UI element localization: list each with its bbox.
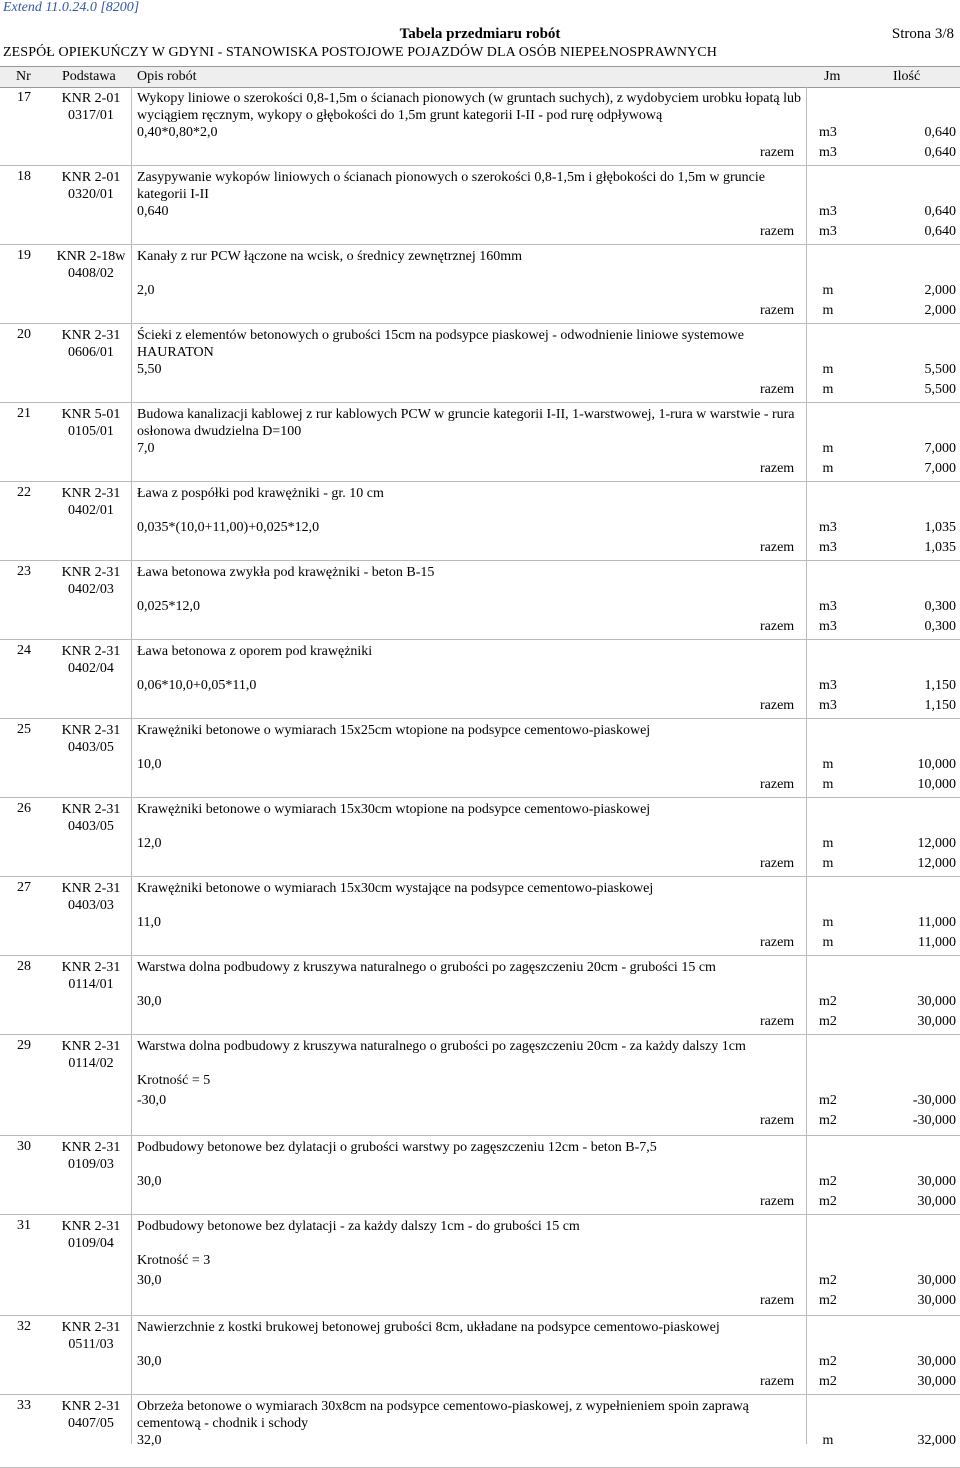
- item-calculation: 0,06*10,0+0,05*11,0: [137, 678, 257, 693]
- subtotal-label: razem: [760, 540, 795, 555]
- item-quantity: 30,000: [917, 994, 956, 1009]
- item-code-position: 0402/03: [68, 582, 114, 597]
- item-description: Nawierzchnie z kostki brukowej betonowej grubości 8cm, układane na podsypce cementowo-piaskowej: [137, 1320, 720, 1335]
- item-code-catalog: KNR 2-31: [61, 723, 121, 738]
- item-unit: m3: [819, 678, 837, 693]
- item-description: Zasypywanie wykopów liniowych o ścianach pionowych o szerokości 0,8-1,5m i głębokości do 1,5m w gruncie kategorii I-II: [137, 170, 765, 202]
- item-number: 30: [17, 1139, 31, 1154]
- item-description: Ława betonowa zwykła pod krawężniki - beton B-15: [137, 565, 435, 580]
- table-row: [0, 166, 960, 245]
- project-subtitle: ZESPÓŁ OPIEKUŃCZY W GDYNI - STANOWISKA POSTOJOWE POJAZDÓW DLA OSÓB NIEPEŁNOSPRAWNYCH: [3, 45, 717, 60]
- table-row: [0, 482, 960, 561]
- item-description: Podbudowy betonowe bez dylatacji - za każdy dalszy 1cm - do grubości 15 cm: [137, 1219, 580, 1234]
- item-code-catalog: KNR 2-31: [61, 1320, 121, 1335]
- item-description: Ława z pospółki pod krawężniki - gr. 10 cm: [137, 486, 384, 501]
- subtotal-quantity: 0,640: [924, 145, 956, 160]
- item-code: [56, 959, 126, 993]
- item-code-position: 0105/01: [68, 424, 114, 439]
- subtotal-unit: m: [822, 303, 834, 318]
- subtotal-quantity: 1,150: [924, 698, 956, 713]
- subtotal-quantity: 10,000: [917, 777, 956, 792]
- item-description: Podbudowy betonowe bez dylatacji o grubości warstwy po zagęszczeniu 12cm - beton B-7,5: [137, 1140, 657, 1155]
- subtotal-unit: m2: [819, 1374, 837, 1389]
- item-description: Krawężniki betonowe o wymiarach 15x25cm wtopione na podsypce cementowo-piaskowej: [137, 723, 651, 738]
- item-code: [56, 564, 126, 598]
- item-code-position: 0317/01: [68, 108, 114, 123]
- item-unit: m3: [819, 125, 837, 140]
- subtotal-quantity: 12,000: [917, 856, 956, 871]
- subtotal-label: razem: [760, 619, 795, 634]
- item-calculation: 0,035*(10,0+11,00)+0,025*12,0: [137, 520, 320, 535]
- table-row: [0, 719, 960, 798]
- item-calculation: 7,0: [137, 441, 155, 456]
- table-row: [0, 403, 960, 482]
- item-unit: m2: [819, 1093, 837, 1108]
- subtotal-unit: m2: [819, 1194, 837, 1209]
- item-unit: m: [822, 836, 834, 851]
- table-row: [0, 640, 960, 719]
- subtotal-quantity: 5,500: [924, 382, 956, 397]
- item-code-catalog: KNR 2-31: [61, 328, 121, 343]
- column-header-jm: Jm: [824, 69, 841, 84]
- item-description: Krawężniki betonowe o wymiarach 15x30cm wtopione na podsypce cementowo-piaskowej: [137, 802, 651, 817]
- subtotal-label: razem: [760, 856, 795, 871]
- item-description: Budowa kanalizacji kablowej z rur kablowych PCW w gruncie kategorii I-II, 1-warstwowej, 1-rura w warstwie - rura osłonowa dwudzielna D=100: [137, 407, 795, 439]
- subtotal-quantity: 2,000: [924, 303, 956, 318]
- item-code-catalog: KNR 2-31: [61, 1140, 121, 1155]
- subtotal-label: razem: [760, 224, 795, 239]
- item-code-position: 0402/01: [68, 503, 114, 518]
- item-unit: m: [822, 1433, 834, 1448]
- column-header-ilosc: Ilość: [893, 69, 921, 84]
- subtotal-quantity: 11,000: [918, 935, 956, 950]
- item-calculation: 12,0: [137, 836, 162, 851]
- item-quantity: 30,000: [917, 1354, 956, 1369]
- item-code-position: 0114/02: [68, 1056, 114, 1071]
- item-quantity: 0,640: [924, 204, 956, 219]
- table-row: [0, 956, 960, 1035]
- column-header-row: [0, 66, 960, 88]
- item-calculation: 30,0: [137, 1273, 162, 1288]
- item-code-catalog: KNR 2-31: [61, 1219, 121, 1234]
- subtotal-quantity: 30,000: [917, 1374, 956, 1389]
- item-calculation: 30,0: [137, 1174, 162, 1189]
- item-code-position: 0606/01: [68, 345, 114, 360]
- item-code: [56, 1218, 126, 1252]
- item-number: 26: [17, 801, 31, 816]
- subtotal-quantity: 0,640: [924, 224, 956, 239]
- item-calculation: 30,0: [137, 1354, 162, 1369]
- item-unit: m: [822, 283, 834, 298]
- item-unit: m: [822, 441, 834, 456]
- subtotal-unit: m: [822, 856, 834, 871]
- item-unit: m3: [819, 520, 837, 535]
- item-quantity: 30,000: [917, 1273, 956, 1288]
- app-version-label: Extend 11.0.24.0 [8200]: [3, 0, 140, 15]
- item-code: [56, 722, 126, 756]
- subtotal-quantity: 0,300: [924, 619, 956, 634]
- subtotal-label: razem: [760, 777, 795, 792]
- subtotal-label: razem: [760, 698, 795, 713]
- subtotal-label: razem: [760, 935, 795, 950]
- item-calculation: 10,0: [137, 757, 162, 772]
- subtotal-unit: m3: [819, 698, 837, 713]
- item-unit: m: [822, 757, 834, 772]
- item-code-position: 0402/04: [68, 661, 114, 676]
- subtotal-label: razem: [760, 303, 795, 318]
- subtotal-unit: m2: [819, 1113, 837, 1128]
- item-calculation: 5,50: [137, 362, 162, 377]
- item-code-catalog: KNR 2-31: [61, 960, 121, 975]
- item-code: [56, 90, 126, 124]
- item-quantity: 1,150: [924, 678, 956, 693]
- item-code: [56, 169, 126, 203]
- item-code: [56, 1319, 126, 1353]
- item-code-catalog: KNR 2-01: [61, 91, 121, 106]
- item-description: Ława betonowa z oporem pod krawężniki: [137, 644, 373, 659]
- table-row: [0, 1215, 960, 1316]
- table-row: [0, 1395, 960, 1468]
- item-calculation: 0,025*12,0: [137, 599, 200, 614]
- item-quantity: 0,640: [924, 125, 956, 140]
- document-title: Tabela przedmiaru robót: [399, 26, 561, 42]
- item-code-catalog: KNR 2-31: [61, 644, 121, 659]
- subtotal-quantity: 30,000: [917, 1014, 956, 1029]
- item-number: 33: [17, 1398, 31, 1413]
- subtotal-quantity: 30,000: [917, 1194, 956, 1209]
- item-unit: m3: [819, 599, 837, 614]
- item-number: 24: [17, 643, 31, 658]
- item-calculation: 11,0: [137, 915, 161, 930]
- item-quantity: -30,000: [912, 1093, 956, 1108]
- subtotal-unit: m3: [819, 619, 837, 634]
- item-code-position: 0403/05: [68, 740, 114, 755]
- item-unit: m: [822, 915, 834, 930]
- subtotal-quantity: -30,000: [912, 1113, 956, 1128]
- item-code: [56, 643, 126, 677]
- table-row: [0, 1316, 960, 1395]
- item-multiplier: Krotność = 5: [137, 1073, 211, 1088]
- item-number: 27: [17, 880, 31, 895]
- item-code: [56, 1038, 126, 1072]
- item-quantity: 11,000: [918, 915, 956, 930]
- subtotal-label: razem: [760, 382, 795, 397]
- subtotal-unit: m3: [819, 540, 837, 555]
- subtotal-unit: m: [822, 461, 834, 476]
- item-number: 17: [17, 90, 31, 105]
- subtotal-label: razem: [760, 461, 795, 476]
- item-code-position: 0408/02: [68, 266, 114, 281]
- item-code-position: 0407/05: [68, 1416, 114, 1431]
- item-description: Kanały z rur PCW łączone na wcisk, o średnicy zewnętrznej 160mm: [137, 249, 522, 264]
- item-code-position: 0511/03: [68, 1337, 114, 1352]
- item-code: [56, 406, 126, 440]
- subtotal-label: razem: [760, 1194, 795, 1209]
- table-row: [0, 324, 960, 403]
- item-number: 22: [17, 485, 31, 500]
- item-quantity: 5,500: [924, 362, 956, 377]
- item-quantity: 1,035: [924, 520, 956, 535]
- item-calculation: 30,0: [137, 994, 162, 1009]
- item-multiplier: Krotność = 3: [137, 1253, 211, 1268]
- item-number: 25: [17, 722, 31, 737]
- item-number: 32: [17, 1319, 31, 1334]
- subtotal-unit: m: [822, 935, 834, 950]
- table-row: [0, 1035, 960, 1136]
- subtotal-quantity: 7,000: [924, 461, 956, 476]
- subtotal-unit: m3: [819, 224, 837, 239]
- item-unit: m2: [819, 994, 837, 1009]
- subtotal-label: razem: [760, 1293, 795, 1308]
- page-number: Strona 3/8: [891, 26, 954, 42]
- item-code: [56, 485, 126, 519]
- item-unit: m3: [819, 204, 837, 219]
- item-calculation: 0,40*0,80*2,0: [137, 125, 218, 140]
- item-code: [56, 1139, 126, 1173]
- item-code-position: 0109/04: [68, 1236, 114, 1251]
- item-code-catalog: KNR 2-18w: [56, 249, 126, 264]
- item-number: 20: [17, 327, 31, 342]
- item-quantity: 32,000: [917, 1433, 956, 1448]
- subtotal-label: razem: [760, 145, 795, 160]
- item-code-position: 0403/05: [68, 819, 114, 834]
- subtotal-unit: m3: [819, 145, 837, 160]
- subtotal-quantity: 1,035: [924, 540, 956, 555]
- item-unit: m2: [819, 1354, 837, 1369]
- item-quantity: 30,000: [917, 1174, 956, 1189]
- item-code: [56, 1398, 126, 1432]
- item-code-catalog: KNR 2-31: [61, 565, 121, 580]
- subtotal-label: razem: [760, 1374, 795, 1389]
- item-quantity: 7,000: [924, 441, 956, 456]
- item-description: Ścieki z elementów betonowych o grubości 15cm na podsypce piaskowej - odwodnienie liniowe systemowe HAURATON: [137, 328, 744, 360]
- column-header-opis: Opis robót: [137, 69, 197, 84]
- item-calculation: -30,0: [137, 1093, 167, 1108]
- item-description: Wykopy liniowe o szerokości 0,8-1,5m o ścianach pionowych (w gruntach suchych), z wydobyciem urobku łopatą lub wyciągiem ręcznym, wykopy o głębokości do 1,5m grunt kategorii I-II - pod rurę odpływową: [137, 91, 801, 123]
- subtotal-label: razem: [760, 1113, 795, 1128]
- table-row: [0, 798, 960, 877]
- item-calculation: 0,640: [137, 204, 169, 219]
- item-code-position: 0320/01: [68, 187, 114, 202]
- item-number: 31: [17, 1218, 31, 1233]
- table-row: [0, 1136, 960, 1215]
- subtotal-unit: m2: [819, 1293, 837, 1308]
- table-row: [0, 877, 960, 956]
- item-code-catalog: KNR 5-01: [61, 407, 121, 422]
- item-calculation: 2,0: [137, 283, 155, 298]
- item-description: Krawężniki betonowe o wymiarach 15x30cm wystające na podsypce cementowo-piaskowej: [137, 881, 654, 896]
- item-code-position: 0109/03: [68, 1157, 114, 1172]
- item-calculation: 32,0: [137, 1433, 162, 1448]
- item-description: Warstwa dolna podbudowy z kruszywa naturalnego o grubości po zagęszczeniu 20cm - grubości 15 cm: [137, 960, 716, 975]
- item-quantity: 0,300: [924, 599, 956, 614]
- subtotal-unit: m: [822, 382, 834, 397]
- table-row: [0, 245, 960, 324]
- item-number: 21: [17, 406, 31, 421]
- item-quantity: 2,000: [924, 283, 956, 298]
- table-row: [0, 561, 960, 640]
- item-code-position: 0403/03: [68, 898, 114, 913]
- item-number: 23: [17, 564, 31, 579]
- item-code-catalog: KNR 2-31: [61, 1039, 121, 1054]
- item-code-catalog: KNR 2-31: [61, 802, 121, 817]
- item-code: [56, 248, 126, 282]
- item-code-position: 0114/01: [68, 977, 114, 992]
- column-header-nr: Nr: [16, 69, 31, 84]
- subtotal-unit: m: [822, 777, 834, 792]
- item-code-catalog: KNR 2-31: [61, 1399, 121, 1414]
- item-code: [56, 327, 126, 361]
- item-code: [56, 880, 126, 914]
- item-number: 29: [17, 1038, 31, 1053]
- table-row: [0, 87, 960, 166]
- item-unit: m: [822, 362, 834, 377]
- item-quantity: 12,000: [917, 836, 956, 851]
- item-code-catalog: KNR 2-31: [61, 881, 121, 896]
- item-number: 19: [17, 248, 31, 263]
- item-quantity: 10,000: [917, 757, 956, 772]
- item-number: 28: [17, 959, 31, 974]
- item-code-catalog: KNR 2-31: [61, 486, 121, 501]
- subtotal-label: razem: [760, 1014, 795, 1029]
- column-header-podstawa: Podstawa: [62, 69, 116, 84]
- item-description: Obrzeża betonowe o wymiarach 30x8cm na podsypce cementowo-piaskowej, z wypełnieniem spoin zaprawą cementową - chodnik i schody: [137, 1399, 749, 1431]
- item-code-catalog: KNR 2-01: [61, 170, 121, 185]
- subtotal-quantity: 30,000: [917, 1293, 956, 1308]
- item-unit: m2: [819, 1174, 837, 1189]
- item-code: [56, 801, 126, 835]
- subtotal-unit: m2: [819, 1014, 837, 1029]
- item-unit: m2: [819, 1273, 837, 1288]
- item-description: Warstwa dolna podbudowy z kruszywa naturalnego o grubości po zagęszczeniu 20cm - za każdy dalszy 1cm: [137, 1039, 746, 1054]
- bill-of-quantities-table: [0, 87, 960, 1468]
- item-number: 18: [17, 169, 31, 184]
